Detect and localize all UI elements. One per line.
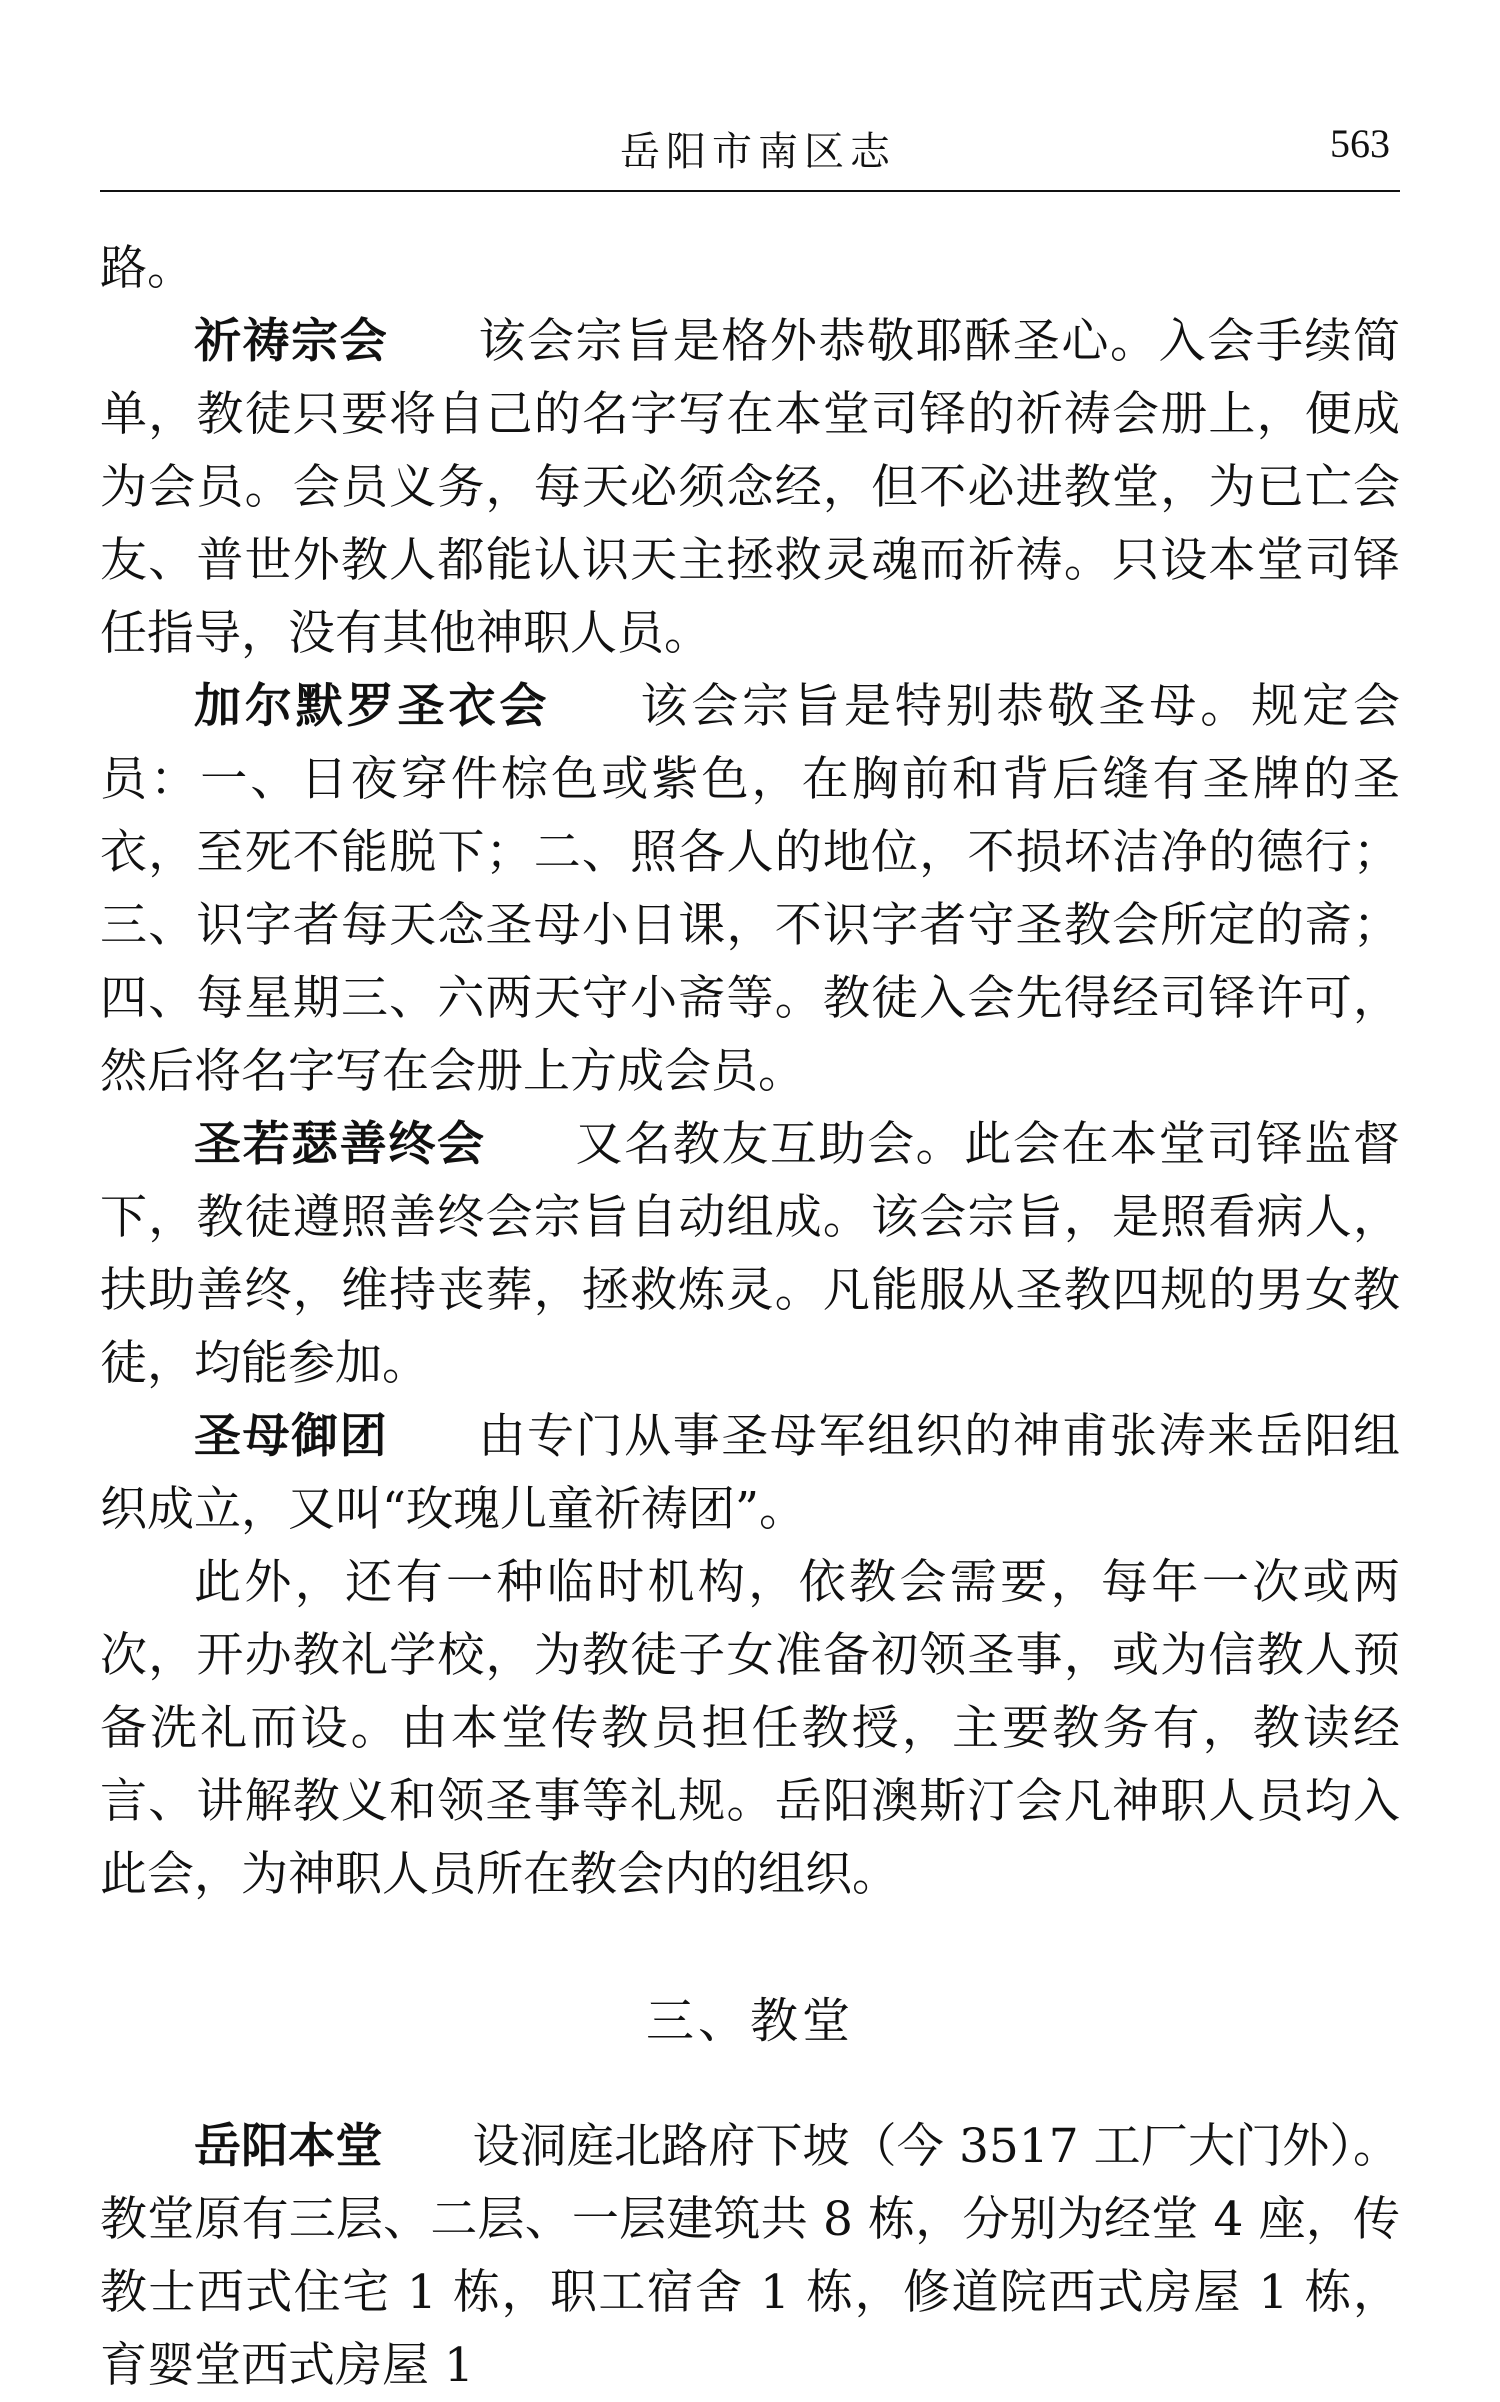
paragraph-yueyang-parish [100,2110,1400,2402]
section-heading: 三、教堂 [645,1993,854,2049]
paragraph-legion-of-mary [100,1400,1400,1546]
page-header [100,120,1400,190]
paragraph-text: 由专门从事圣母军组织的神甫张涛来岳阳组织成立，又叫“玫瑰儿童祈祷团”。 [100,1409,1401,1537]
paragraph-text: 此外，还有一种临时机构，依教会需要，每年一次或两次，开办教礼学校，为教徒子女准备初领圣事，或为信教人预备洗礼而设。由本堂传教员担任教授，主要教务有，教读经言、讲解教义和领圣事等礼规。岳阳澳斯汀会凡神职人员均入此会，为神职人员所在教会内的组织。 [100,1555,1400,1902]
entry-term: 祈祷宗会 [194,314,389,369]
paragraph-text: 又名教友互助会。此会在本堂司铎监督下，教徒遵照善终会宗旨自动组成。该会宗旨，是照看病人，扶助善终，维持丧葬，拯救炼灵。凡能服从圣教四规的男女教徒，均能参加。 [100,1117,1401,1391]
header-rule [100,190,1400,192]
entry-term: 岳阳本堂 [194,2119,383,2174]
paragraph-other-institutions [100,1546,1400,1911]
entry-term: 圣母御团 [194,1409,389,1464]
paragraph-carmelite-society [100,670,1400,1108]
paragraph-text: 该会宗旨是格外恭敬耶酥圣心。入会手续简单，教徒只要将自己的名字写在本堂司铎的祈祷会册上，便成为会员。会员义务，每天必须念经，但不必进教堂，为已亡会友、普世外教人都能认识天主拯救灵魂而祈祷。只设本堂司铎任指导，没有其他神职人员。 [100,314,1401,661]
paragraph-st-joseph-society [100,1108,1400,1400]
paragraph-continuation [100,232,1400,305]
entry-term: 圣若瑟善终会 [194,1117,486,1172]
paragraph-text: 设洞庭北路府下坡（今 3517 工厂大门外）。教堂原有三层、二层、一层建筑共 8 栋，分别为经堂 4 座，传教士西式住宅 1 栋，职工宿舍 1 栋，修道院西式房屋 1 栋，育婴堂西式房屋 1 [100,2119,1400,2393]
body-text [100,232,1400,2402]
paragraph-text: 该会宗旨是特别恭敬圣母。规定会员：一、日夜穿件棕色或紫色，在胸前和背后缝有圣牌的圣衣，至死不能脱下；二、照各人的地位，不损坏洁净的德行；三、识字者每天念圣母小日课，不识字者守圣教会所定的斋；四、每星期三、六两天守小斋等。教徒入会先得经司铎许可，然后将名字写在会册上方成会员。 [100,679,1401,1099]
paragraph-prayer-society [100,305,1400,670]
page-number: 563 [1330,121,1390,166]
entry-term: 加尔默罗圣衣会 [194,679,551,734]
running-title: 岳阳市南区志 [620,129,896,175]
paragraph-text: 路。 [100,241,194,296]
